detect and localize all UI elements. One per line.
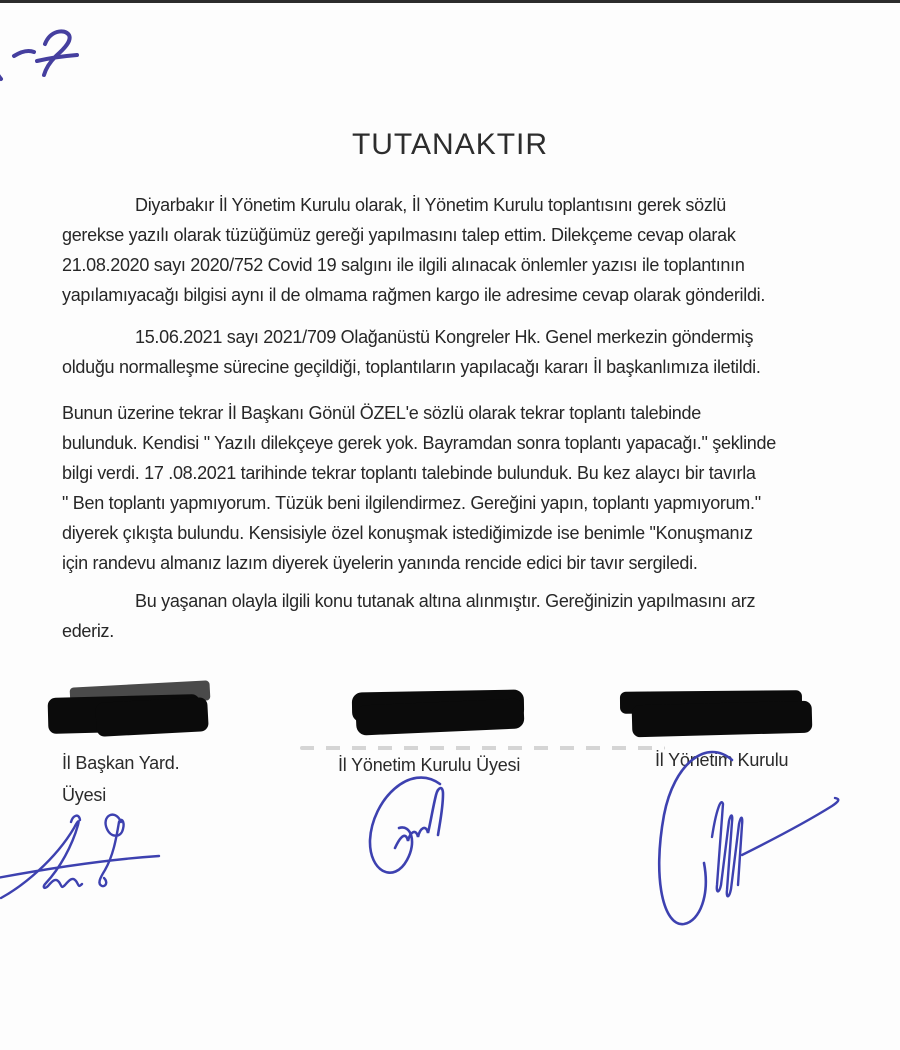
paragraph-3 [62,398,852,578]
signature-left-icon [0,798,175,910]
text-line: Bunun üzerine tekrar İl Başkanı Gönül ÖZEL'e sözlü olarak tekrar toplantı talebinde [62,403,701,423]
redaction-bar [632,701,813,738]
text-line: 21.08.2020 sayı 2020/752 Covid 19 salgını ile ilgili alınacak önlemler yazısı ile toplantının [62,255,745,275]
scan-top-edge [0,0,900,3]
text-line: Diyarbakır İl Yönetim Kurulu olarak, İl Yönetim Kurulu toplantısını gerek sözlü [135,195,726,215]
text-line: olduğu normalleşme sürecine geçildiği, toplantıların yapılacağı kararı İl başkanlımıza iletildi. [62,357,761,377]
signature-middle-icon [348,762,488,887]
signatory-role-right: İl Yönetim Kurulu [655,750,789,770]
text-line: için randevu almanız lazım diyerek üyelerin yanında rencide edici bir tavır sergiledi. [62,553,698,573]
document-title: TUTANAKTIR [351,128,549,161]
redaction-bar [95,697,209,737]
text-line: bilgi verdi. 17 .08.2021 tarihinde tekrar toplantı talebinde bulunduk. Bu kez alaycı bir tavırla [62,463,756,483]
signatory-role-left-line1: İl Başkan Yard. [62,753,180,773]
signatory-role-middle: İl Yönetim Kurulu Üyesi [338,755,521,775]
text-line: ederiz. [62,621,114,641]
text-line: Bu yaşanan olayla ilgili konu tutanak altına alınmıştır. Gereğinizin yapılmasını arz [135,591,756,611]
text-line: yapılamıyacağı bilgisi aynı il de olmama rağmen kargo ile adresime cevap olarak gönderildi. [62,285,766,305]
handwritten-page-number-icon [0,18,102,86]
paragraph-4 [62,586,852,646]
text-line: bulunduk. Kendisi " Yazılı dilekçeye gerek yok. Bayramdan sonra toplantı yapacağı." şeklinde [62,433,776,453]
paragraph-1 [62,190,852,310]
paragraph-2 [62,322,852,382]
text-line: gerekse yazılı olarak tüzüğümüz gereği yapılmasını talep ettim. Dilekçeme cevap olarak [62,225,736,245]
text-line: 15.06.2021 sayı 2021/709 Olağanüstü Kongreler Hk. Genel merkezin göndermiş [135,327,754,347]
text-line: diyerek çıkışta bulundu. Kensisiyle özel konuşmak istediğimizde ise benimle "Konuşmanız [62,523,753,543]
redaction-bar [355,698,524,735]
signature-right-icon [632,735,850,935]
text-line: " Ben toplantı yapmıyorum. Tüzük beni ilgilendirmez. Gereğini yapın, toplantı yapmıyorum." [62,493,761,513]
signatory-role-left-line2: Üyesi [62,785,107,805]
